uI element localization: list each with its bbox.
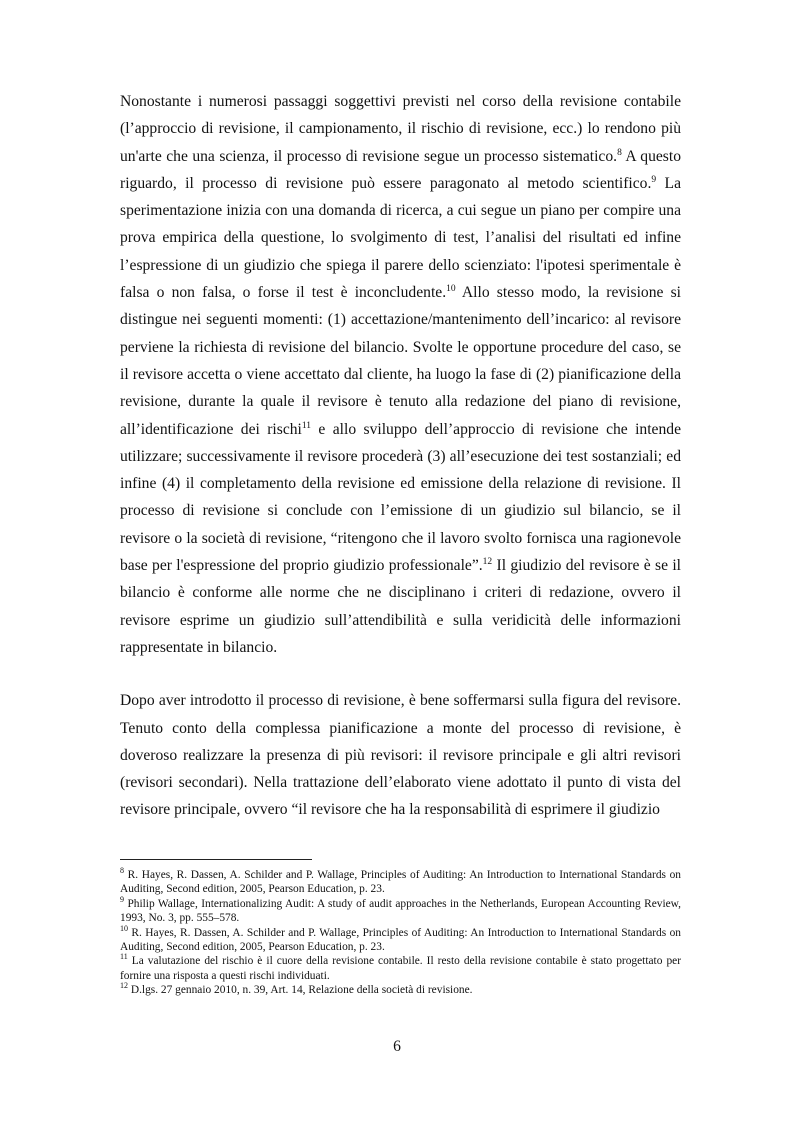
paragraph-text: La sperimentazione inizia con una domanda di ricerca, a cui segue un piano per compire una prova empirica della questione, lo svolgimento di test, l’analisi del risultati ed infine l’espressione di un giudizio che spiega il parere dello scienziato: l'ipotesi sperimentale è falsa o non falsa, o forse il test è inconcludente. xyxy=(120,174,681,302)
footnote-reference: 10 xyxy=(446,283,456,294)
paragraph-text: Nonostante i numerosi passaggi soggettivi previsti nel corso della revisione contabile (l’approccio di revisione, il campionamento, il rischio di revisione, ecc.) lo rendono più un'arte che una scienza, il processo di revisione segue un processo sistematico. xyxy=(120,93,681,165)
footnote-text: D.lgs. 27 gennaio 2010, n. 39, Art. 14, Relazione della società di revisione. xyxy=(128,984,473,997)
paragraph-text: A questo riguardo, il processo di revisione può essere paragonato al metodo scientifico. xyxy=(120,147,681,192)
footnote xyxy=(120,897,681,926)
footnote-reference: 9 xyxy=(651,174,657,185)
footnote xyxy=(120,923,681,955)
footnote-number: 11 xyxy=(120,952,128,962)
footnote-number: 9 xyxy=(120,895,124,905)
footnote-text: La valutazione del rischio è il cuore della revisione contabile. Il resto della revisione contabile è stato progettato per fornire una risposta a questi rischi individuati. xyxy=(120,955,681,982)
footnote-reference: 8 xyxy=(617,147,622,158)
paragraph-text: Dopo aver introdotto il processo di revisione, è bene soffermarsi sulla figura del revisore. Tenuto conto della complessa pianificazione a monte del processo di revisione, è doveroso realizzare la presenza di più revisori: il revisore principale e gli altri revisori (revisori secondari). Nella trattazione dell’elaborato viene adottato il punto di vista del revisore principale, ovvero “il revisore che ha la responsabilità di esprimere il giudizio xyxy=(120,692,681,819)
paragraph xyxy=(120,687,681,823)
footnote-text: R. Hayes, R. Dassen, A. Schilder and P. Wallage, Principles of Auditing: An Introduction to International Standards on Auditing, Second edition, 2005, Pearson Education, p. 23. xyxy=(120,869,681,896)
footnote-reference: 11 xyxy=(301,420,312,431)
paragraph-text: e allo sviluppo dell’approccio di revisione che intende utilizzare; successivamente il revisore procederà (3) all’esecuzione dei test sostanziali; ed infine (4) il completamento della revisione ed emissione della relazione di revisione. Il processo di revisione si conclude con l’emissione di un giudizio sul bilancio, se il revisore o la società di revisione, “ritengono che il lavoro svolto fornisca una ragionevole base per l'espressione del proprio giudizio professionale”. xyxy=(120,420,681,575)
body-text xyxy=(120,88,681,824)
paragraph-text: Allo stesso modo, la revisione si distingue nei seguenti momenti: (1) accettazione/mantenimento dell’incarico: al revisore perviene la richiesta di revisione del bilancio. Svolte le opportune procedure del caso, se il revisore accetta o viene accettato dal cliente, ha luogo la fase di (2) pianificazione della revisione, durante la quale il revisore è tenuto alla redazione del piano di revisione, all’identificazione dei rischi xyxy=(120,284,681,438)
footnote-text: Philip Wallage, Internationalizing Audit: A study of audit approaches in the Netherlands, European Accounting Review, 1993, No. 3, pp. 555–578. xyxy=(120,897,681,925)
footnote-number: 12 xyxy=(120,981,128,991)
page-number: 6 xyxy=(393,1038,401,1055)
footnote-separator xyxy=(120,859,312,860)
paragraph-text: Il giudizio del revisore è se il bilancio è conforme alle norme che ne disciplinano i criteri di redazione, ovvero il revisore esprime un giudizio sull’attendibilità e sulla veridicità delle informazioni rappresentate in bilancio. xyxy=(120,557,681,656)
footnote-number: 8 xyxy=(120,866,124,876)
paragraph xyxy=(120,88,681,661)
footnote xyxy=(120,954,681,983)
footnote xyxy=(120,868,681,897)
footnote-text: R. Hayes, R. Dassen, A. Schilder and P. Wallage, Principles of Auditing: An Introduction to International Standards on Auditing, Second edition, 2005, Pearson Education, p. 23. xyxy=(120,926,681,954)
footnote-number: 10 xyxy=(120,923,128,933)
footnotes xyxy=(120,868,681,998)
footnote xyxy=(120,983,681,997)
footnote-reference: 12 xyxy=(482,556,493,567)
